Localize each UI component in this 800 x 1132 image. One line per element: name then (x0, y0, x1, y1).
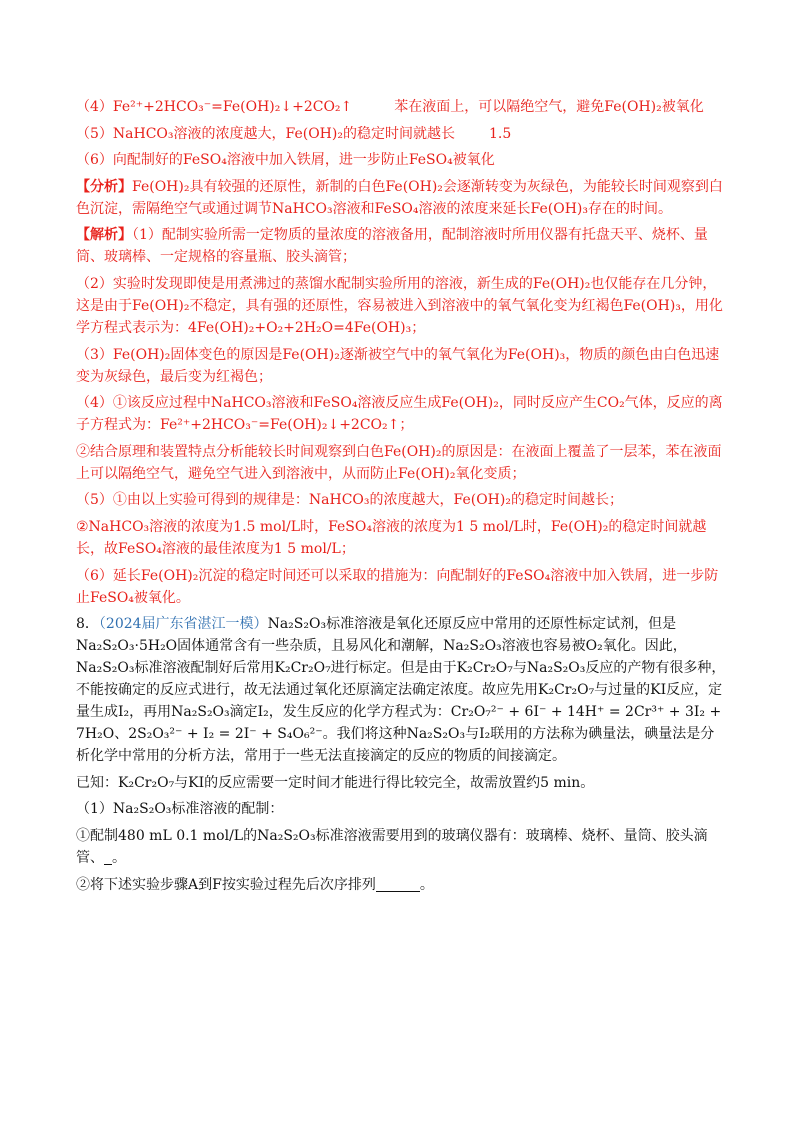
analysis-paragraph (76, 176, 726, 220)
answer-6: （6）向配制好的FeSO₄溶液中加入铁屑，进一步防止FeSO₄被氧化 (76, 152, 495, 169)
question-number: 8． (76, 616, 99, 633)
subquestion-1: （1）Na₂S₂O₃标准溶液的配制： (76, 801, 284, 818)
explanation-paragraph-3: （3）Fe(OH)₂固体变色的原因是Fe(OH)₂逐渐被空气中的氧气氧化为Fe(OH)₃，物质的颜色由白色迅速变为灰绿色，最后变为红褐色； (76, 346, 720, 385)
question-8-intro: 8．（2024届广东省湛江一模）Na₂S₂O₃标准溶液是氧化还原反应中常用的还原性标定试剂，但是Na₂S₂O₃·5H₂O固体通常含有一些杂质，且易风化和潮解，Na₂S₂O₃溶液也容易被O₂氧化。因此，Na₂S₂O₃标准溶液配制好后常用K₂Cr₂O₇进行标定。但是由于K₂Cr₂O₇与Na₂S₂O₃反应的产物有很多种，不能按确定的反应式进行，故无法通过氧化还原滴定法确定浓度。故应先用K₂Cr₂O₇与过量的KI反应，定量生成I₂，再用Na₂S₂O₃滴定I₂，发生反应的化学方程式为：Cr₂O₇²⁻ + 6I⁻ + 14H⁺ = 2Cr³⁺ + 3I₂ + 7H₂O、2S₂O₃²⁻ + I₂ = 2I⁻ + S₄O₆²⁻。我们将这种Na₂S₂O₃与I₂联用的方法称为碘量法，碘量法是分析化学中常用的分析方法，常用于一些无法直接滴定的反应的物质的间接滴定。 (76, 616, 726, 765)
analysis-text: Fe(OH)₂具有较强的还原性，新制的白色Fe(OH)₂会逐渐转变为灰绿色，为能较长时间观察到白色沉淀，需隔绝空气或通过调节NaHCO₃溶液和FeSO₄溶液的浓度来延长Fe(OH)₃存在的时间。 (76, 178, 723, 217)
answer-4: （4）Fe²⁺+2HCO₃⁻=Fe(OH)₂↓+2CO₂↑ 苯在液面上，可以隔绝空气，避免Fe(OH)₂被氧化 (76, 99, 704, 115)
answer-blank-2[interactable] (376, 877, 420, 892)
subquestion-1b: ②将下述实验步骤A到F按实验过程先后次序排列 。 (76, 876, 434, 893)
explanation-label: 【解析】 (76, 227, 132, 244)
explanation-paragraph-4b: ②结合原理和装置特点分析能较长时间观察到白色Fe(OH)₂的原因是：在液面上覆盖了一层苯，苯在液面上可以隔绝空气，避免空气进入到溶液中，从而防止Fe(OH)₂氧化变质； (76, 443, 722, 482)
equation-1: Cr₂O₇²⁻ + 6I⁻ + 14H⁺ = 2Cr³⁺ + 3I₂ + 7H₂O、 (76, 704, 722, 743)
explanation-paragraph-5b: ②NaHCO₃溶液的浓度为1.5 mol/L时，FeSO₄溶液的浓度为1 5 mol/L时，Fe(OH)₂的稳定时间就越长，故FeSO₄溶液的最佳浓度为1 5 mol/L； (76, 518, 707, 557)
explanation-paragraph-4a: （4）①该反应过程中NaHCO₃溶液和FeSO₄溶液反应生成Fe(OH)₂，同时反应产生CO₂气体，反应的离子方程式为：Fe²⁺+2HCO₃⁻=Fe(OH)₂↓+2CO₂↑； (76, 395, 723, 434)
known-info: 已知：K₂Cr₂O₇与KI的反应需要一定时间才能进行得比较完全，故需放置约5 min。 (76, 774, 595, 791)
explanation-paragraph-1: 【解析】（1）配制实验所需一定物质的量浓度的溶液备用，配制溶液时所用仪器有托盘天平、烧杯、量筒、玻璃棒、一定规格的容量瓶、胶头滴管； (76, 227, 708, 266)
document-page (76, 96, 726, 900)
explanation-paragraph-5a: （5）①由以上实验可得到的规律是：NaHCO₃的浓度越大，Fe(OH)₂的稳定时间越长； (76, 492, 623, 509)
answer-5-value: 1.5 (488, 125, 512, 142)
analysis-label: 【分析】 (76, 178, 132, 195)
answer-blank-1[interactable] (104, 850, 112, 865)
explanation-paragraph-6: （6）延长Fe(OH)₂沉淀的稳定时间还可以采取的措施为：向配制好的FeSO₄溶液中加入铁屑，进一步防止FeSO₄被氧化。 (76, 567, 719, 606)
explanation-paragraph-2: （2）实验时发现即使是用煮沸过的蒸馏水配制实验所用的溶液，新生成的Fe(OH)₂也仅能存在几分钟，这是由于Fe(OH)₂不稳定，具有强的还原性，容易被进入到溶液中的氧气氧化变为红褐色Fe(OH)₃，用化学方程式表示为：4Fe(OH)₂+O₂+2H₂O=4Fe(OH)₃； (76, 275, 723, 336)
subquestion-1a: ①配制480 mL 0.1 mol/L的Na₂S₂O₃标准溶液需要用到的玻璃仪器有：玻璃棒、烧杯、量筒、胶头滴管、 。 (76, 827, 708, 866)
question-source: （2024届广东省湛江一模） (98, 616, 268, 633)
answer-5: （5）NaHCO₃溶液的浓度越大，Fe(OH)₂的稳定时间就越长 1.5 (76, 123, 726, 145)
equation-2: 2S₂O₃²⁻ + I₂ = 2I⁻ + S₄O₆²⁻ (128, 726, 323, 743)
